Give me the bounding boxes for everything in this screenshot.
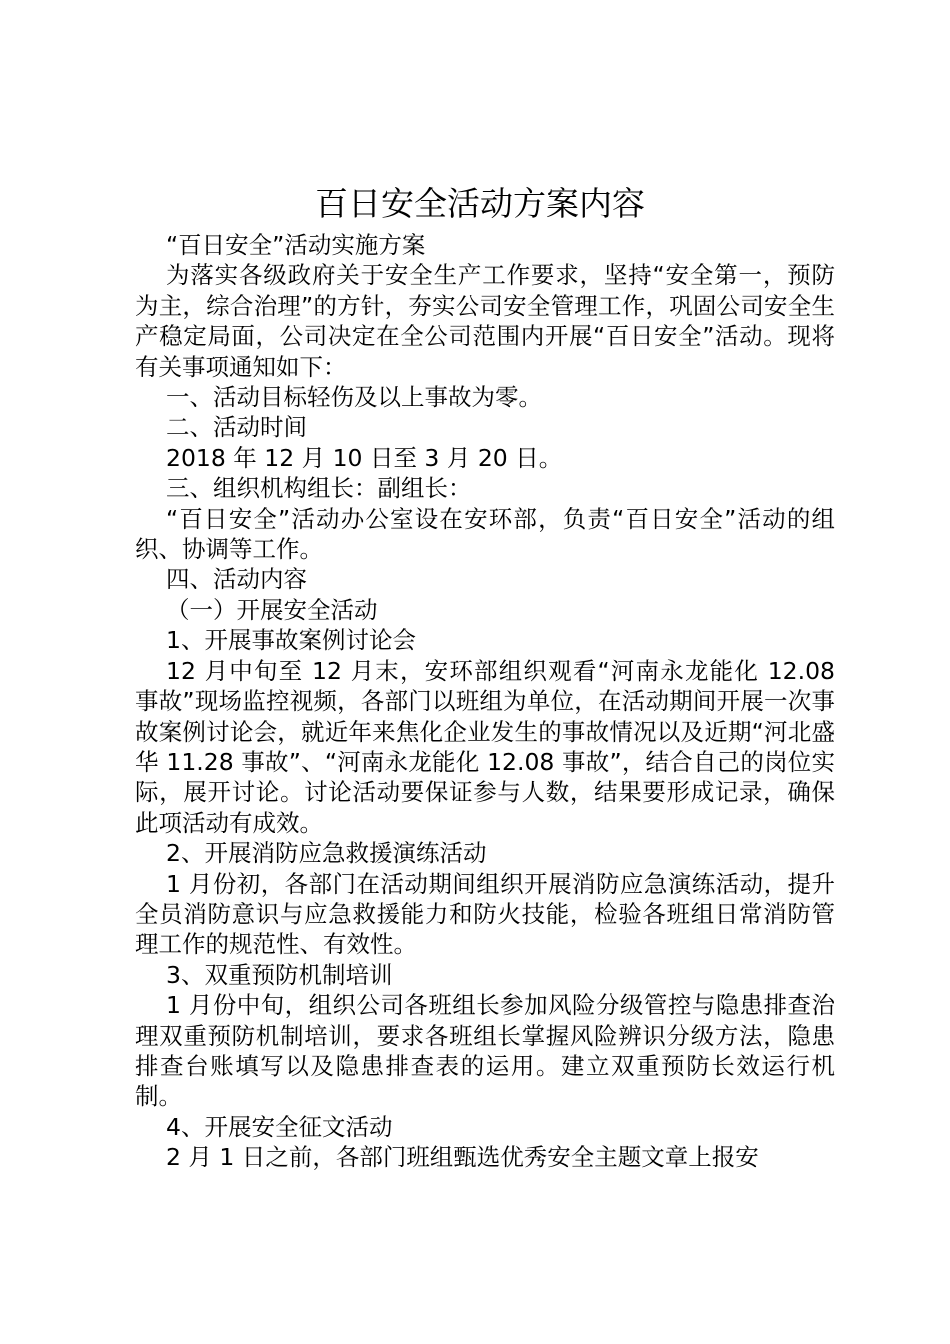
paragraph-section-time: 二、活动时间 xyxy=(166,413,307,442)
paragraph-plan-heading: “百日安全”活动实施方案 xyxy=(166,231,426,259)
paragraph-time-range: 2018 年 12 月 10 日至 3 月 20 日。 xyxy=(166,443,563,472)
paragraph-office: “百日安全”活动办公室设在安环部，负责“百日安全”活动的组织、协调等工作。 xyxy=(135,504,835,564)
paragraph-item-2-body: 1 月份初，各部门在活动期间组织开展消防应急演练活动，提升全员消防意识与应急救援能力和防火技能，检验各班组日常消防管理工作的规范性、有效性。 xyxy=(135,869,835,959)
paragraph-item-4-body: 2 月 1 日之前，各部门班组甄选优秀安全主题文章上报安 xyxy=(166,1143,759,1172)
document-title: 百日安全活动方案内容 xyxy=(315,184,645,223)
paragraph-section-goal: 一、活动目标轻伤及以上事故为零。 xyxy=(166,383,542,412)
paragraph-item-4-heading: 4、开展安全征文活动 xyxy=(166,1112,393,1141)
paragraph-item-3-body: 1 月份中旬，组织公司各班组长参加风险分级管控与隐患排查治理双重预防机制培训，要求各班组长掌握风险辨识分级方法，隐患排查台账填写以及隐患排查表的运用。建立双重预防长效运行机制。 xyxy=(135,991,835,1111)
paragraph-subsection-1: （一）开展安全活动 xyxy=(166,595,378,624)
paragraph-section-content: 四、活动内容 xyxy=(166,565,307,594)
paragraph-item-1-heading: 1、开展事故案例讨论会 xyxy=(166,626,416,655)
paragraph-section-organization: 三、组织机构组长：副组长： xyxy=(166,474,472,503)
paragraph-item-1-body: 12 月中旬至 12 月末，安环部组织观看“河南永龙能化 12.08 事故”现场监控视频，各部门以班组为单位，在活动期间开展一次事故案例讨论会，就近年来焦化企业发生的事故情况以及近期“河北盛华 11.28 事故”、“河南永龙能化 12.08 事故”，结合自己的岗位实际，展开讨论。讨论活动要保证参与人数，结果要形成记录，确保此项活动有成效。 xyxy=(135,656,835,837)
paragraph-item-3-heading: 3、双重预防机制培训 xyxy=(166,960,393,989)
paragraph-item-2-heading: 2、开展消防应急救援演练活动 xyxy=(166,839,487,868)
paragraph-intro: 为落实各级政府关于安全生产工作要求，坚持“安全第一，预防为主，综合治理”的方针，夯实公司安全管理工作，巩固公司安全生产稳定局面，公司决定在全公司范围内开展“百日安全”活动。现将有关事项通知如下： xyxy=(135,261,835,381)
document-body xyxy=(135,230,835,1173)
